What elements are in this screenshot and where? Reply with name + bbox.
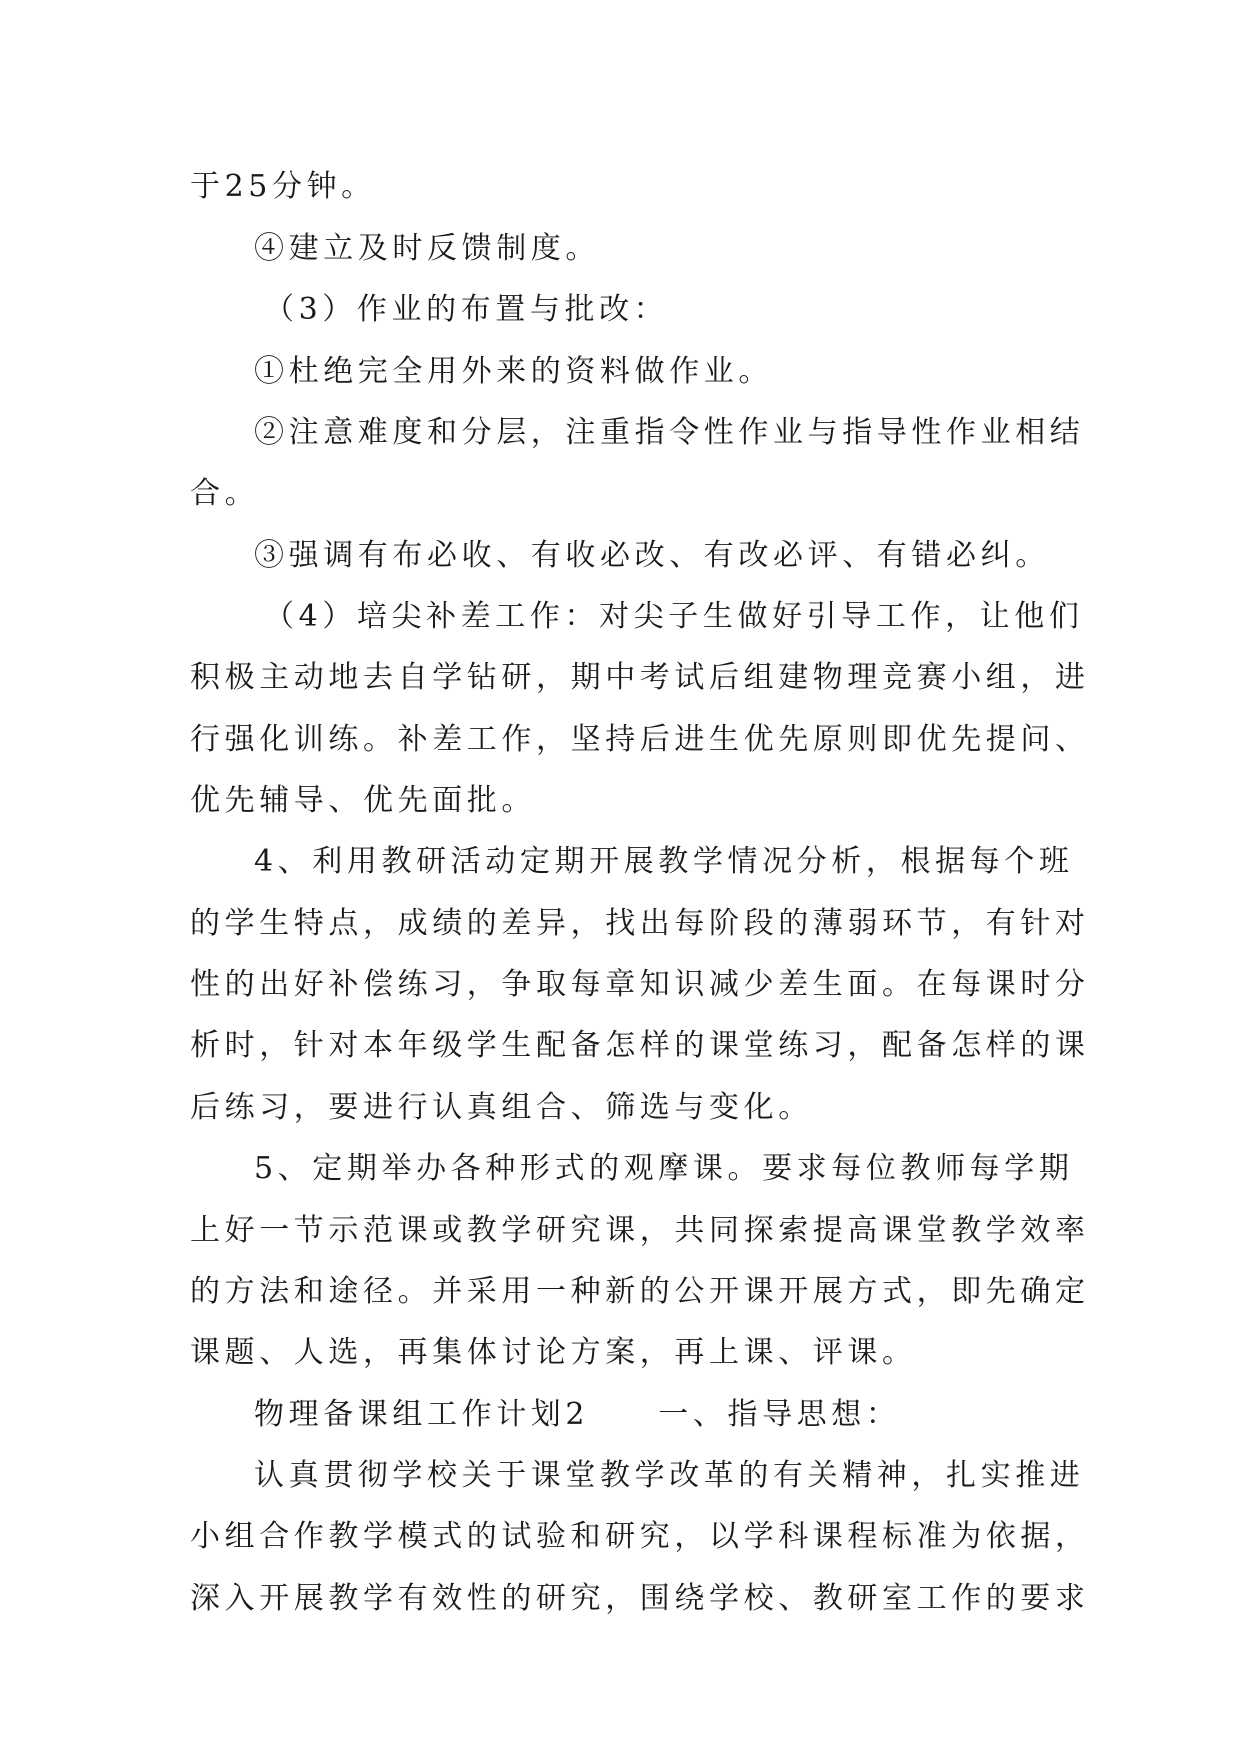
text-line: 5、定期举办各种形式的观摩课。要求每位教师每学期 bbox=[254, 1151, 1074, 1186]
text-line: 性的出好补偿练习，争取每章知识减少差生面。在每课时分 bbox=[190, 967, 1090, 1002]
text-line: 的方法和途径。并采用一种新的公开课开展方式，即先确定 bbox=[190, 1274, 1090, 1309]
text-line: ②注意难度和分层，注重指令性作业与指导性作业相结 bbox=[254, 415, 1085, 450]
text-line: 积极主动地去自学钻研，期中考试后组建物理竞赛小组，进 bbox=[190, 660, 1090, 695]
text-line: 上好一节示范课或教学研究课，共同探索提高课堂教学效率 bbox=[190, 1213, 1090, 1248]
text-line: 课题、人选，再集体讨论方案，再上课、评课。 bbox=[190, 1335, 917, 1370]
text-line: ③强调有布必收、有收必改、有改必评、有错必纠。 bbox=[254, 538, 1050, 573]
text-line: 小组合作教学模式的试验和研究，以学科课程标准为依据， bbox=[190, 1519, 1090, 1554]
text-line: 合。 bbox=[190, 476, 260, 511]
text-line: 深入开展教学有效性的研究，围绕学校、教研室工作的要求 bbox=[190, 1581, 1090, 1616]
text-line: ①杜绝完全用外来的资料做作业。 bbox=[254, 354, 773, 389]
text-line: （4）培尖补差工作：对尖子生做好引导工作，让他们 bbox=[264, 599, 1084, 634]
text-line: 后练习，要进行认真组合、筛选与变化。 bbox=[190, 1090, 813, 1125]
text-line: 认真贯彻学校关于课堂教学改革的有关精神，扎实推进 bbox=[254, 1458, 1085, 1493]
text-line: 4、利用教研活动定期开展教学情况分析，根据每个班 bbox=[254, 844, 1074, 879]
text-line: 于25分钟。 bbox=[190, 169, 376, 204]
text-line: 优先辅导、优先面批。 bbox=[190, 783, 536, 818]
section-heading: 物理备课组工作计划2 一、指导思想： bbox=[254, 1397, 901, 1432]
text-line: 的学生特点，成绩的差异，找出每阶段的薄弱环节，有针对 bbox=[190, 906, 1090, 941]
text-line: 析时，针对本年级学生配备怎样的课堂练习，配备怎样的课 bbox=[190, 1028, 1090, 1063]
text-line: 行强化训练。补差工作，坚持后进生优先原则即优先提问、 bbox=[190, 722, 1090, 757]
text-line: （3）作业的布置与批改： bbox=[264, 292, 669, 327]
text-line: ④建立及时反馈制度。 bbox=[254, 231, 600, 266]
